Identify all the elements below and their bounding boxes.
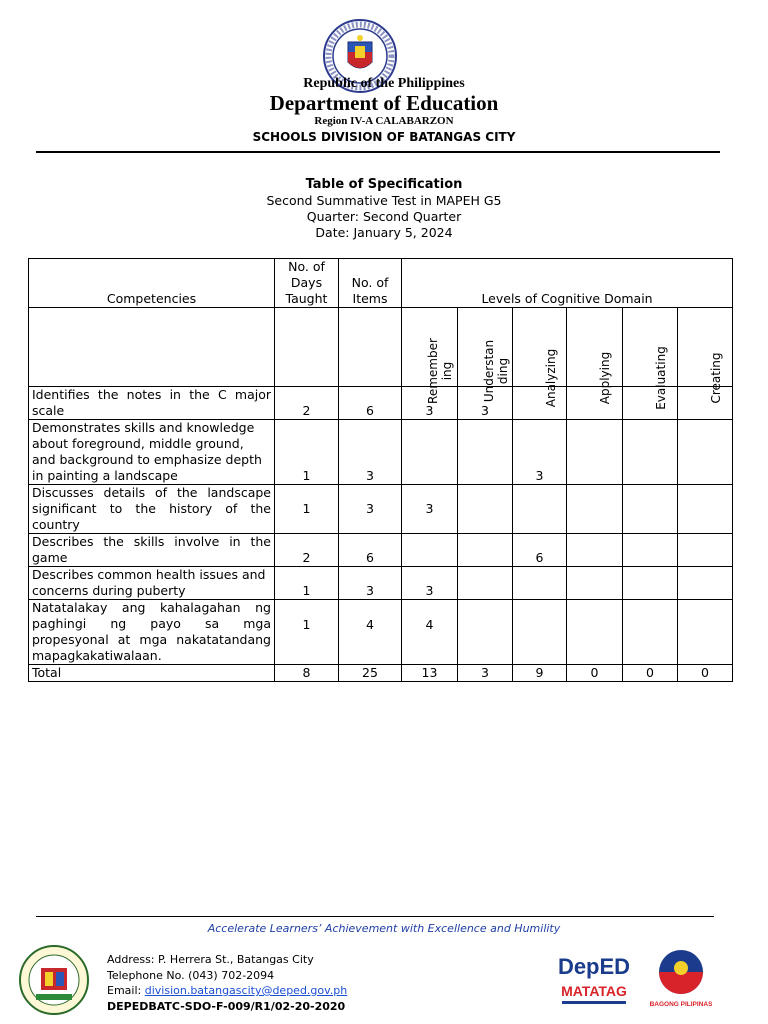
evaluating-cell — [623, 485, 678, 534]
competency-cell: Describes the skills involve in the game — [29, 534, 275, 567]
total-days: 8 — [275, 665, 339, 682]
table-total-row — [29, 665, 733, 682]
remembering-cell: 3 — [402, 567, 458, 600]
evaluating-cell — [623, 600, 678, 665]
total-applying: 0 — [567, 665, 623, 682]
matatag-logo-text: MATATAG — [561, 983, 627, 999]
table-row — [29, 387, 733, 420]
footer-email-label: Email: — [107, 984, 145, 997]
applying-cell — [567, 534, 623, 567]
footer-divider — [36, 916, 714, 917]
understanding-cell: 3 — [458, 387, 513, 420]
understanding-cell — [458, 420, 513, 485]
days-cell: 1 — [275, 600, 339, 665]
understanding-cell — [458, 485, 513, 534]
days-cell: 2 — [275, 534, 339, 567]
header-divider — [36, 151, 720, 153]
analyzing-cell — [513, 567, 567, 600]
total-analyzing: 9 — [513, 665, 567, 682]
footer-motto: Accelerate Learners’ Achievement with Excellence and Humility — [207, 922, 561, 935]
header-levels: Levels of Cognitive Domain — [402, 259, 733, 308]
competency-cell: Discusses details of the landscape significant to the history of the country — [29, 485, 275, 534]
region-heading: Region IV-A CALABARZON — [314, 115, 454, 127]
creating-cell — [678, 485, 733, 534]
table-row — [29, 600, 733, 665]
creating-cell — [678, 387, 733, 420]
table-row — [29, 567, 733, 600]
days-cell: 1 — [275, 567, 339, 600]
understanding-cell — [458, 567, 513, 600]
header-analyzing: Analyzing — [513, 308, 567, 387]
items-cell: 4 — [339, 600, 402, 665]
sdo-batangas-logo-icon — [14, 944, 94, 1016]
division-heading: SCHOOLS DIVISION OF BATANGAS CITY — [252, 130, 516, 144]
blank-cell — [275, 308, 339, 387]
days-cell: 1 — [275, 420, 339, 485]
applying-cell — [567, 567, 623, 600]
table-row — [29, 534, 733, 567]
items-cell: 6 — [339, 387, 402, 420]
document-subtitle: Second Summative Test in MAPEH G5 — [266, 193, 502, 208]
total-understanding: 3 — [458, 665, 513, 682]
header-creating: Creating — [678, 308, 733, 387]
total-label: Total — [29, 665, 275, 682]
footer-form-code: DEPEDBATC-SDO-F-009/R1/02-20-2020 — [107, 999, 346, 1013]
table-row — [29, 420, 733, 485]
footer-address: Address: P. Herrera St., Batangas City — [107, 953, 314, 966]
header-competencies: Competencies — [29, 259, 275, 308]
footer-email-link[interactable]: division.batangascity@deped.gov.ph — [144, 984, 348, 997]
header-understanding: Understan ding — [458, 308, 513, 387]
evaluating-cell — [623, 534, 678, 567]
deped-matatag-logo-icon — [556, 946, 632, 1010]
total-items: 25 — [339, 665, 402, 682]
header-remembering: Remember ing — [402, 308, 458, 387]
total-evaluating: 0 — [623, 665, 678, 682]
analyzing-cell: 6 — [513, 534, 567, 567]
competency-cell: Identifies the notes in the C major scale — [29, 387, 275, 420]
table-subheader-row — [29, 308, 733, 387]
evaluating-cell — [623, 420, 678, 485]
footer-email-line — [107, 983, 347, 999]
total-creating: 0 — [678, 665, 733, 682]
bagong-pilipinas-logo-icon — [650, 944, 712, 1010]
days-cell: 1 — [275, 485, 339, 534]
items-cell: 6 — [339, 534, 402, 567]
footer-telephone: Telephone No. (043) 702-2094 — [107, 968, 275, 982]
competency-cell: Demonstrates skills and knowledge about foreground, middle ground, and background to emphasize depth in painting a landscape — [29, 420, 275, 485]
document-date: Date: January 5, 2024 — [315, 225, 453, 240]
document-title: Table of Specification — [305, 177, 463, 192]
applying-cell — [567, 485, 623, 534]
specification-table — [28, 258, 733, 682]
competency-cell: Describes common health issues and concerns during puberty — [29, 567, 275, 600]
remembering-cell: 3 — [402, 485, 458, 534]
remembering-cell — [402, 534, 458, 567]
table-row — [29, 485, 733, 534]
items-cell: 3 — [339, 485, 402, 534]
items-cell: 3 — [339, 567, 402, 600]
header-applying: Applying — [567, 308, 623, 387]
creating-cell — [678, 420, 733, 485]
header-evaluating: Evaluating — [623, 308, 678, 387]
analyzing-cell — [513, 485, 567, 534]
header-days: No. of Days Taught — [275, 259, 339, 308]
blank-cell — [29, 308, 275, 387]
table-header-row — [29, 259, 733, 308]
applying-cell — [567, 600, 623, 665]
total-remembering: 13 — [402, 665, 458, 682]
understanding-cell — [458, 600, 513, 665]
evaluating-cell — [623, 567, 678, 600]
bagong-pilipinas-logo-text: BAGONG PILIPINAS — [650, 1001, 712, 1008]
days-cell: 2 — [275, 387, 339, 420]
applying-cell — [567, 387, 623, 420]
header-items: No. of Items — [339, 259, 402, 308]
remembering-cell — [402, 420, 458, 485]
deped-logo-text: DepED — [557, 954, 631, 979]
items-cell: 3 — [339, 420, 402, 485]
remembering-cell: 4 — [402, 600, 458, 665]
applying-cell — [567, 420, 623, 485]
analyzing-cell — [513, 600, 567, 665]
creating-cell — [678, 534, 733, 567]
analyzing-cell — [513, 387, 567, 420]
competency-cell: Natatalakay ang kahalagahan ng paghingi ng payo sa mga propesyonal at mga nakatatandang mapagkakatiwalaan. — [29, 600, 275, 665]
creating-cell — [678, 600, 733, 665]
department-heading: Department of Education — [269, 91, 499, 115]
republic-heading: Republic of the Philippines — [303, 76, 465, 91]
footer-address-block — [107, 952, 347, 1014]
document-quarter: Quarter: Second Quarter — [306, 209, 462, 224]
understanding-cell — [458, 534, 513, 567]
evaluating-cell — [623, 387, 678, 420]
analyzing-cell: 3 — [513, 420, 567, 485]
remembering-cell: 3 — [402, 387, 458, 420]
blank-cell — [339, 308, 402, 387]
creating-cell — [678, 567, 733, 600]
